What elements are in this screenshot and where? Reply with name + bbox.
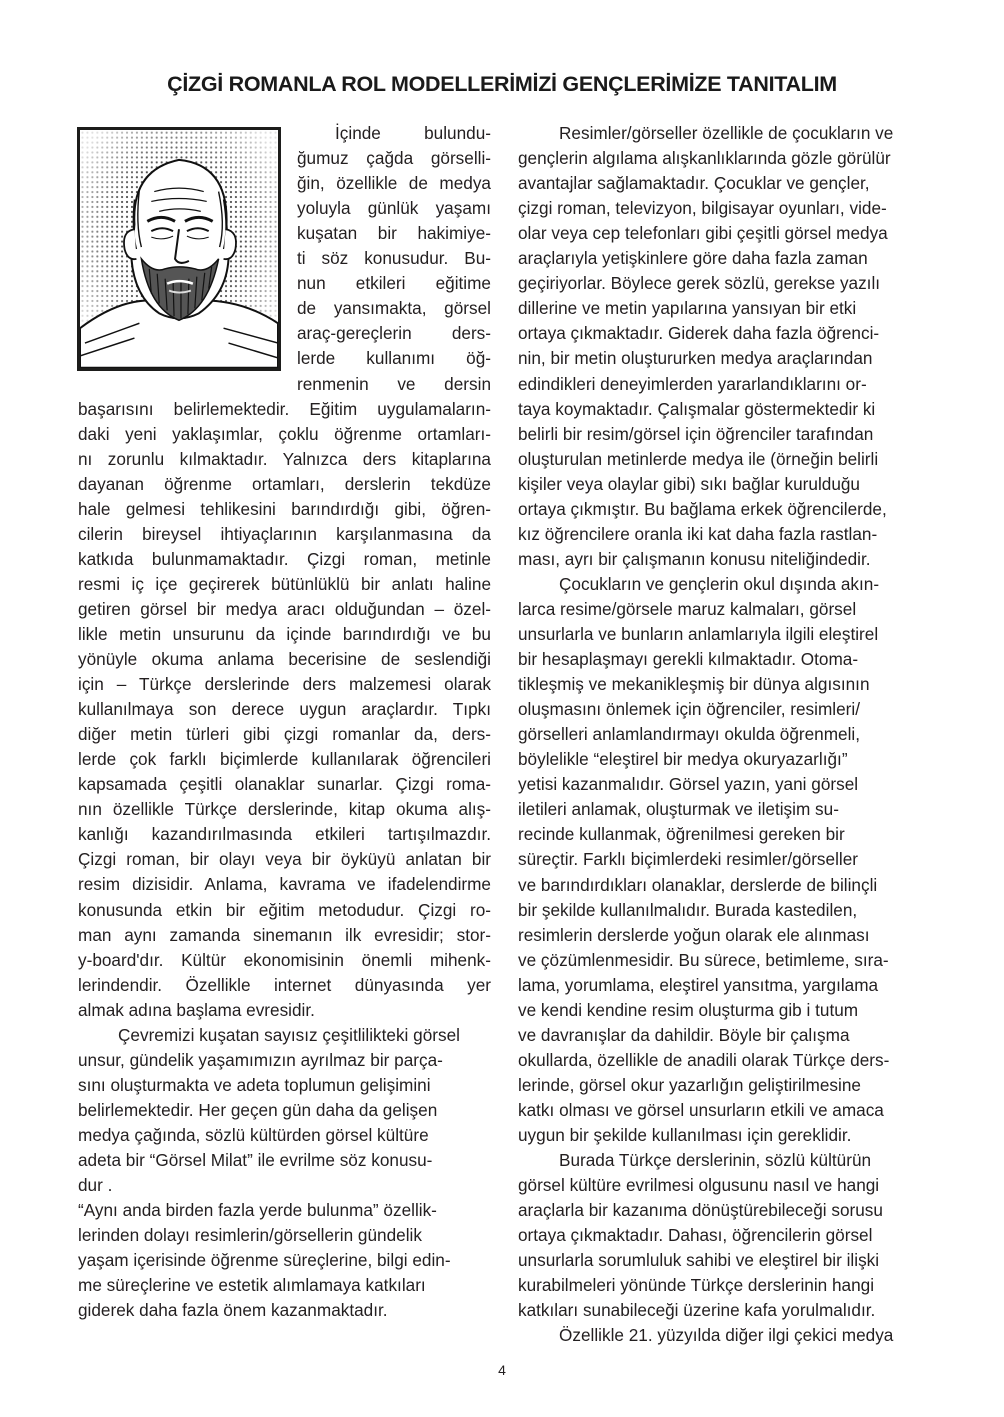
- text-line: katkı olması ve görsel unsurların etkili ve amaca: [518, 1099, 884, 1120]
- text-line: yaşam içerisinde öğrenme süreçlerine, bilgi edin-: [78, 1250, 451, 1271]
- text-line: kız öğrencilere oranla iki kat daha fazla rastlan-: [518, 523, 878, 544]
- text-line: kişiler veya olaylar gibi) sıkı bağlar kurulduğu: [518, 473, 860, 494]
- text-line: için – Türkçe derslerinde ders malzemesi olarak: [78, 674, 491, 695]
- text-line: belirlemektedir. Her geçen gün daha da gelişen: [78, 1099, 438, 1120]
- text-line: unsurlarla sorumluluk sahibi ve eleştirel bir ilişki: [518, 1250, 880, 1271]
- text-line: “Aynı anda birden fazla yerde bulunma” özellik-: [78, 1200, 437, 1221]
- text-line: diğer metin türleri gibi çizgi romanlar da, ders-: [78, 724, 491, 745]
- text-line: Resimler/görseller özellikle de çocukların ve: [559, 123, 894, 143]
- text-line: iletileri anlamak, oluşturmak ve iletişim su-: [518, 799, 839, 820]
- text-line: sını oluşturmakta ve adeta toplumun gelişimini: [78, 1074, 431, 1095]
- text-line: uygun bir şekilde kullanılması için gereklidir.: [518, 1125, 852, 1145]
- text-line: araçlarla bir kazanıma dönüştürebileceği sorusu: [518, 1200, 883, 1221]
- text-line: edindikleri deneyimlerden yararlandıklarını or-: [518, 373, 867, 394]
- text-line: nın özellikle Türkçe derslerinde, kitap okuma alış-: [78, 799, 491, 820]
- text-line: Çevremizi kuşatan sayısız çeşitlilikteki görsel: [118, 1024, 460, 1045]
- text-line: medya çağında, sözlü kültürden görsel kültüre: [78, 1124, 429, 1145]
- text-line: oluşmasını önlemek için öğrenciler, resimleri/: [518, 699, 860, 720]
- text-line: tikleşmiş ve mekanikleşmiş bir dünya algısının: [518, 674, 870, 695]
- text-line: cilerin bireysel ihtiyaçlarının karşılanmasına da: [78, 523, 491, 544]
- text-line: ortaya çıkmaktadır. Giderek daha fazla öğrenci-: [518, 323, 880, 344]
- text-line: dillerine ve metin yapılarına yansıyan bir etki: [518, 298, 857, 319]
- text-line: unsur, gündelik yaşamımızın ayrılmaz bir parça-: [78, 1049, 443, 1070]
- text-line: ortaya çıkmıştır. Bu bağlama erkek öğrencilerde,: [518, 498, 887, 519]
- text-line: oluşturulan metinlerde medya ile (örneğin belirli: [518, 448, 879, 469]
- text-line: dayanan öğrenme ortamları, derslerin tekdüze: [78, 473, 491, 494]
- text-line: nin, bir metin oluştururken medya araçlarından: [518, 348, 873, 369]
- page-title: ÇİZGİ ROMANLA ROL MODELLERİMİZİ GENÇLERİMİZE TANITALIM: [167, 72, 837, 96]
- text-line: çizgi roman, televizyon, bilgisayar oyunları, vide-: [518, 198, 887, 219]
- text-line: lerinde, görsel okur yazarlığın geliştirilmesine: [518, 1074, 861, 1095]
- text-line: okullarda, özellikle de anadili olarak Türkçe ders-: [518, 1049, 890, 1070]
- text-line: nun etkileri eğitime: [297, 273, 491, 294]
- text-line: belirli bir resim/görsel için öğrenciler tarafından: [518, 423, 874, 444]
- text-line: ti söz konusudur. Bu-: [297, 248, 491, 269]
- text-line: ve kendi kendine resim oluşturma gib i tutum: [518, 999, 859, 1020]
- text-line: katkıda bulunmamaktadır. Çizgi roman, metinle: [78, 548, 491, 569]
- text-line: ması, ayrı bir çalışmanın konusu niteliğindedir.: [518, 548, 871, 569]
- text-line: lerindendir. Özellikle internet dünyasında yer: [78, 974, 491, 995]
- text-line: ve çözümlenmesidir. Bu sürece, betimleme, sıra-: [518, 949, 889, 970]
- text-line: lama, yorumlama, eleştirel yansıtma, yargılama: [518, 974, 879, 995]
- text-line: me süreçlerine ve estetik alımlamaya katkıları: [78, 1275, 426, 1296]
- text-line: daki yeni yaklaşımlar, çoklu öğrenme ortamları-: [78, 423, 491, 444]
- text-line: resmi iç içe geçirerek bütünlüklü bir anlatı haline: [78, 573, 491, 594]
- text-line: görsel kültüre evrilmesi olgusunu nasıl ve hangi: [518, 1175, 880, 1196]
- text-line: recinde kullanmak, öğrenilmesi gereken bir: [518, 824, 845, 845]
- text-line: ortaya çıkmaktadır. Dahası, öğrencilerin görsel: [518, 1225, 873, 1246]
- text-line: kapsamada çeşitli olanaklar sunarlar. Çizgi roma-: [78, 774, 491, 795]
- text-line: man aynı zamanda sinemanın ilk evresidir; stor-: [78, 924, 491, 945]
- text-line: dur .: [78, 1175, 113, 1196]
- text-line: araç-gereçlerin ders-: [297, 323, 491, 344]
- text-line: bir hesaplaşmayı gerekli kılmaktadır. Otoma-: [518, 649, 859, 670]
- text-line: likle metin unsurunu da içinde barındırdığı ve bu: [78, 623, 491, 644]
- text-line: lerinden dolayı resimlerin/görsellerin gündelik: [78, 1225, 422, 1246]
- text-line: yönüyle okuma anlama becerisine de seslendiği: [78, 649, 491, 669]
- text-line: kuşatan bir hakimiye-: [297, 223, 491, 244]
- text-line: Özellikle 21. yüzyılda diğer ilgi çekici medya: [559, 1325, 894, 1346]
- text-line: avantajlar sağlamaktadır. Çocuklar ve gençler,: [518, 173, 870, 194]
- text-line: süreçtir. Farklı biçimlerdeki resimler/görseller: [518, 849, 859, 870]
- text-line: unsurlarla ve bunların anlamlarıyla ilgili eleştirel: [518, 624, 879, 644]
- text-line: ve davranışlar da dahildir. Böyle bir çalışma: [518, 1024, 850, 1045]
- text-line: hale gelmesi tehlikesini barındırdığı gibi, öğren-: [78, 498, 491, 519]
- text-line: Çizgi roman, bir olayı veya bir öyküyü anlatan bir: [78, 849, 491, 870]
- page-number: 4: [498, 1362, 506, 1378]
- text-line: gençlerin algılama alışkanlıklarında gözle görülür: [518, 148, 891, 169]
- text-line: konusunda etkin bir eğitim metodudur. Çizgi ro-: [78, 899, 491, 920]
- text-line: ğumuz çağda görselli-: [297, 148, 491, 169]
- text-line: İçinde bulundu-: [335, 123, 491, 143]
- text-line: başarısını belirlemektedir. Eğitim uygulamaların-: [78, 398, 491, 419]
- text-line: renmenin ve dersin: [297, 373, 491, 394]
- text-line: nı zorunlu kılmaktadır. Yalnızca ders kitaplarına: [78, 448, 491, 469]
- text-line: Burada Türkçe derslerinin, sözlü kültürün: [559, 1150, 872, 1171]
- text-line: lerde kullanımı öğ-: [297, 348, 491, 369]
- text-line: yoluyla günlük yaşamı: [297, 198, 491, 219]
- text-line: resim dizisidir. Anlama, kavrama ve ifadelendirme: [78, 874, 491, 895]
- text-line: resimlerin derslerde yoğun olarak ele alınması: [518, 924, 870, 945]
- text-line: adeta bir “Görsel Milat” ile evrilme söz konusu-: [78, 1150, 433, 1170]
- text-line: de yansımakta, görsel: [297, 298, 491, 319]
- text-line: lerde çok farklı biçimlerde kullanılarak öğrencileri: [78, 749, 491, 770]
- text-line: kurabilmeleri yönünde Türkçe derslerinin hangi: [518, 1275, 875, 1296]
- text-line: ve barındırdıkları olanaklar, derslerde de bilinçli: [518, 874, 878, 895]
- text-line: görselleri anlamlandırmayı okulda öğrenmeli,: [518, 724, 861, 745]
- text-line: böylelikle “eleştirel bir medya okuryazarlığı”: [518, 749, 848, 770]
- text-line: giderek daha fazla önem kazanmaktadır.: [78, 1300, 388, 1321]
- comic-portrait-image: [77, 127, 281, 371]
- bearded-man-illustration-icon: [80, 130, 278, 368]
- text-line: taya koymaktadır. Çalışmalar göstermektedir ki: [518, 398, 876, 419]
- text-line: bir şekilde kullanılmalıdır. Burada kastedilen,: [518, 899, 858, 920]
- text-line: getiren görsel bir medya aracı olduğundan – özel-: [78, 598, 491, 619]
- text-line: y-board'dır. Kültür ekonomisinin önemli mihenk-: [78, 949, 491, 970]
- text-line: kullanılmaya son derece uygun araçlardır. Tıpkı: [78, 699, 491, 720]
- text-line: Çocukların ve gençlerin okul dışında akın-: [559, 573, 880, 594]
- text-line: yetisi kazanmalıdır. Görsel yazın, yani görsel: [518, 774, 859, 795]
- text-line: almak adına başlama evresidir.: [78, 999, 315, 1020]
- text-line: ğin, özellikle de medya: [297, 173, 491, 194]
- text-line: olar veya cep telefonları gibi çeşitli görsel medya: [518, 223, 888, 244]
- text-line: araçlarıyla yetişkinlere göre daha fazla zaman: [518, 248, 868, 269]
- text-line: katkıları sunabileceği üzerine kafa yorulmalıdır.: [518, 1300, 876, 1321]
- text-line: larca resime/görsele maruz kalmaları, görsel: [518, 598, 857, 619]
- text-line: geçiriyorlar. Böylece gerek sözlü, gerekse yazılı: [518, 273, 881, 294]
- text-line: kanlığı kazandırılmasında etkileri tartışılmazdır.: [78, 824, 491, 845]
